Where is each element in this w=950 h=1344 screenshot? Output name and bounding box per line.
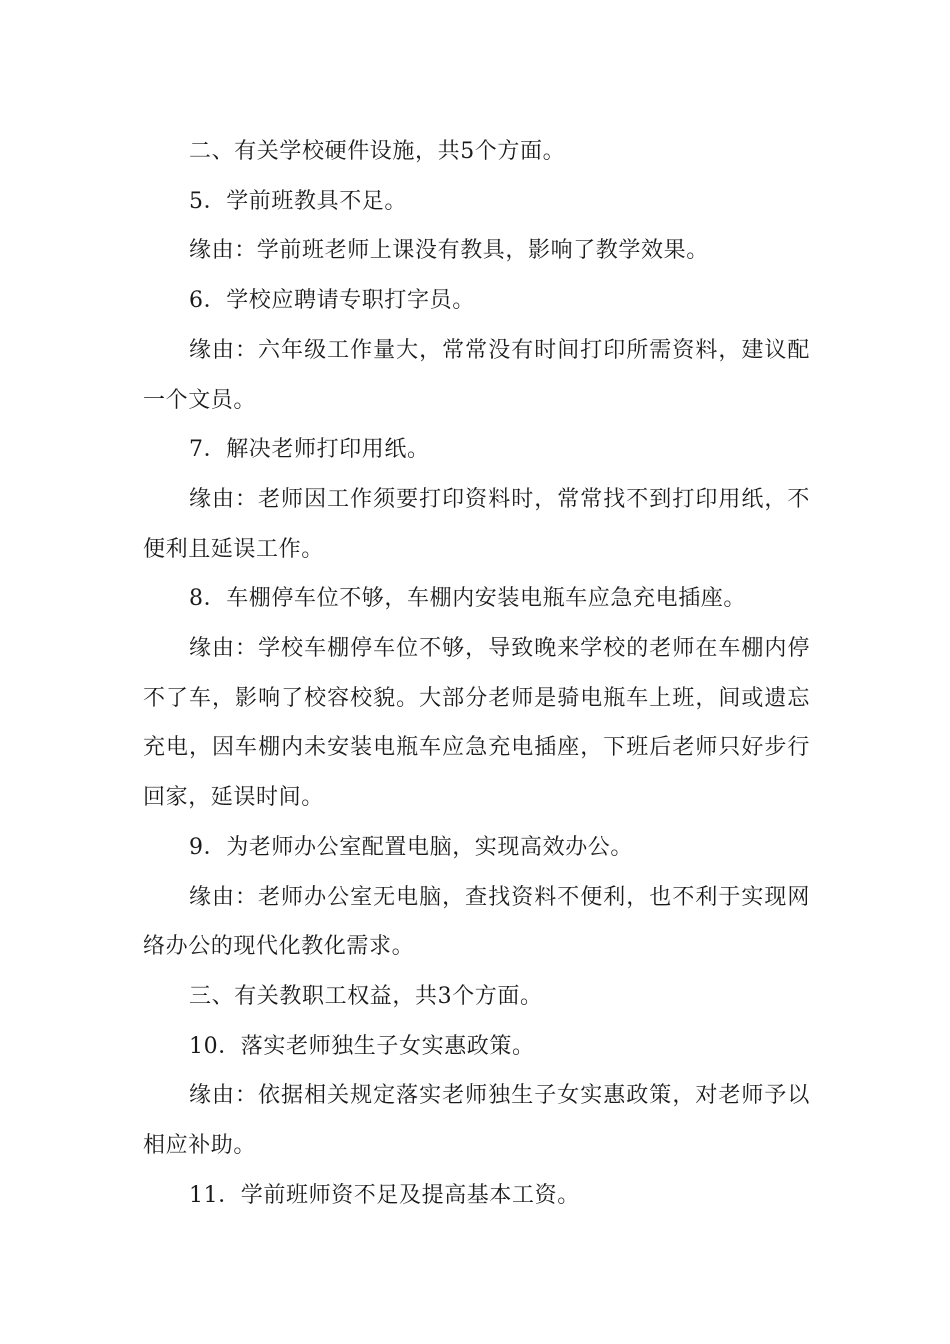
- item-9-title: 9．为老师办公室配置电脑，实现高效办公。: [189, 834, 633, 860]
- item-10-title: 10．落实老师独生子女实惠政策。: [189, 1033, 535, 1059]
- section-heading-staff-rights: 三、有关教职工权益，共3个方面。: [189, 983, 543, 1009]
- item-8-title: 8．车棚停车位不够，车棚内安装电瓶车应急充电插座。: [189, 586, 746, 612]
- item-11-title: 11．学前班师资不足及提高基本工资。: [189, 1182, 580, 1208]
- item-7-title: 7．解决老师打印用纸。: [189, 437, 430, 463]
- item-8-reason: 缘由：学校车棚停车位不够，导致晚来学校的老师在车棚内停不了车，影响了校容校貌。大部分老师是骑电瓶车上班，间或遗忘充电，因车棚内未安装电瓶车应急充电插座，下班后老师只好步行回家，延误时间。: [143, 636, 810, 811]
- item-5-title: 5．学前班教具不足。: [189, 188, 407, 214]
- document-body: [143, 127, 810, 1220]
- section-heading-hardware: 二、有关学校硬件设施，共5个方面。: [189, 139, 566, 164]
- item-6-reason: 缘由：六年级工作量大，常常没有时间打印所需资料，建议配一个文员。: [143, 337, 810, 413]
- item-5-reason: 缘由：学前班老师上课没有教具，影响了教学效果。: [189, 238, 709, 264]
- item-6-title: 6．学校应聘请专职打字员。: [189, 288, 475, 314]
- item-10-reason: 缘由：依据相关规定落实老师独生子女实惠政策，对老师予以相应补助。: [143, 1083, 810, 1159]
- item-7-reason: 缘由：老师因工作须要打印资料时，常常找不到打印用纸，不便利且延误工作。: [143, 486, 810, 562]
- item-9-reason: 缘由：老师办公室无电脑，查找资料不便利，也不利于实现网络办公的现代化教化需求。: [143, 884, 810, 960]
